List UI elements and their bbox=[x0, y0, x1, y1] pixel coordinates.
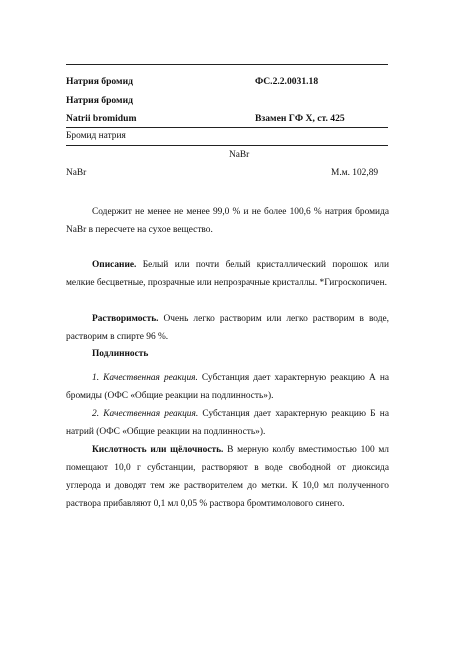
substance-name-ru: Натрия бромид bbox=[66, 76, 133, 87]
test-2-title: 2. Качественная реакция. bbox=[92, 409, 199, 419]
content-intro bbox=[66, 203, 389, 239]
substance-name-latin: Natrii bromidum bbox=[66, 113, 137, 124]
solubility-title: Растворимость. bbox=[92, 314, 159, 324]
acidity-title: Кислотность или щёлочность. bbox=[92, 445, 224, 455]
synonym: Бромид натрия bbox=[66, 131, 126, 141]
test-1-title: 1. Качественная реакция. bbox=[92, 373, 198, 383]
test-1 bbox=[66, 369, 389, 405]
synonym-rule bbox=[66, 145, 388, 146]
substance-name-ru-2: Натрия бромид bbox=[66, 95, 133, 106]
test-2 bbox=[66, 405, 389, 441]
header-top-rule bbox=[66, 64, 388, 65]
intro-text: Содержит не менее не менее 99,0 % и не более 100,6 % натрия бромида NaBr в пересчете на сухое вещество. bbox=[66, 207, 389, 235]
header-bottom-rule bbox=[66, 127, 388, 128]
test-1-text: Субстанция дает характерную реакцию А на бромиды (ОФС «Общие реакции на подлинность»). bbox=[66, 373, 389, 401]
identity-title: Подлинность bbox=[92, 349, 149, 359]
description-title: Описание. bbox=[92, 260, 137, 270]
structural-formula: NaBr bbox=[229, 150, 250, 160]
acidity-section bbox=[66, 441, 389, 513]
description-text: Белый или почти белый кристаллический порошок или мелкие бесцветные, прозрачные или непрозрачные кристаллы. *Гигроскопичен. bbox=[66, 260, 389, 288]
molecular-formula: NaBr bbox=[66, 168, 87, 178]
monograph-code: ФС.2.2.0031.18 bbox=[255, 76, 319, 87]
test-2-text: Субстанция дает характерную реакцию Б на натрий (ОФС «Общие реакции на подлинность»). bbox=[66, 409, 389, 437]
replaces-note: Взамен ГФ Х, ст. 425 bbox=[255, 113, 345, 124]
acidity-text: В мерную колбу вместимостью 100 мл помещают 10,0 г субстанции, растворяют в воде свободной от диоксида углерода и доводят тем же растворителем до метки. К 10,0 мл полученного раствора прибавляют 0,1 мл 0,05 % раствора бромтимолового синего. bbox=[66, 445, 389, 509]
solubility-section bbox=[66, 310, 389, 346]
molecular-mass: М.м. 102,89 bbox=[331, 168, 379, 178]
description-section bbox=[66, 256, 389, 292]
solubility-text: Очень легко растворим или легко растворим в воде, растворим в спирте 96 %. bbox=[66, 314, 389, 342]
